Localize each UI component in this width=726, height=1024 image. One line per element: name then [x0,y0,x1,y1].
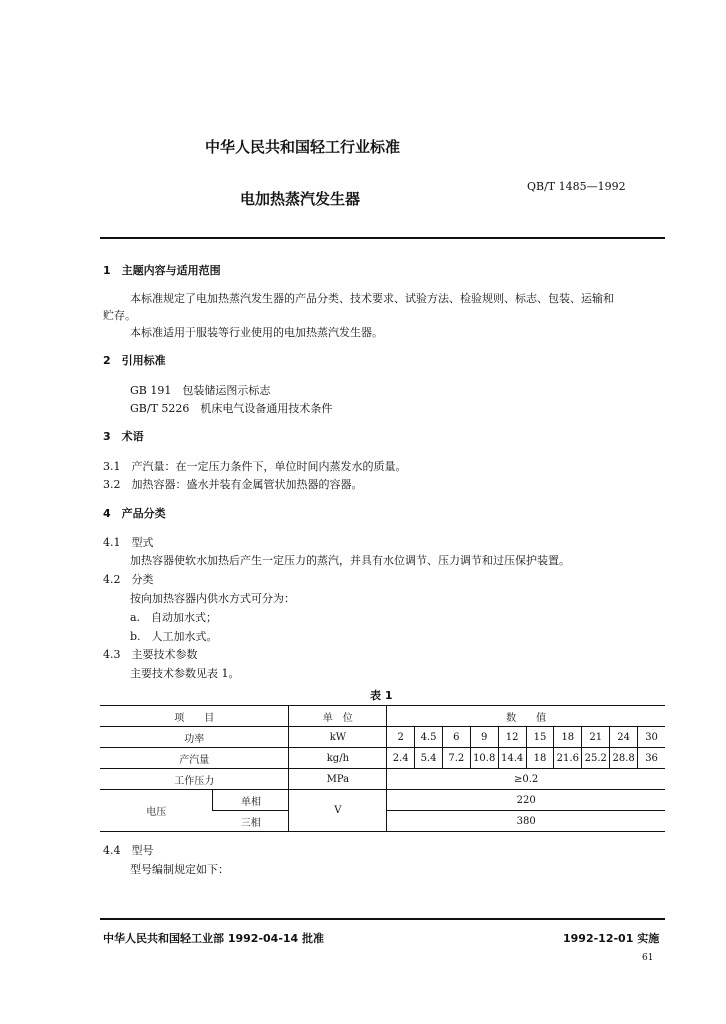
section-heading: 2 引用标准 [103,354,166,367]
table-row [100,769,665,790]
unit-cell: V [289,790,387,832]
value-cell: 36 [638,748,665,769]
subheading: 4.4 型号 [103,844,154,857]
value-cell: 380 [387,811,665,832]
term: 3.1 产汽量：在一定压力条件下，单位时间内蒸发水的质量。 [103,460,407,473]
value-cell: 30 [638,727,665,748]
reference: GB 191 包装储运图示标志 [130,384,271,397]
paragraph: 贮存。 [103,309,136,322]
unit-cell: kg/h [289,748,387,769]
value-cell: 25.2 [582,748,610,769]
header-cell: 数 值 [387,706,665,727]
section-heading: 1 主题内容与适用范围 [103,264,221,277]
value-cell: 12 [498,727,526,748]
value-cell: 10.8 [470,748,498,769]
value-cell: 21.6 [554,748,582,769]
header-cell: 项 目 [100,706,289,727]
paragraph: 本标准适用于服装等行业使用的电加热蒸汽发生器。 [130,326,383,339]
table-row [100,748,665,769]
section-heading: 4 产品分类 [103,507,166,520]
value-cell: 6 [442,727,470,748]
value-cell: 18 [554,727,582,748]
reference: GB/T 5226 机床电气设备通用技术条件 [130,402,333,415]
effective-date: 1992-12-01 实施 [563,932,660,945]
row-label: 电压 [100,790,213,832]
header-rule [100,237,665,239]
row-label: 工作压力 [100,769,289,790]
table-header-row [100,706,665,727]
value-cell: 220 [387,790,665,811]
paragraph: 型号编制规定如下： [130,863,229,876]
sub-label: 三相 [213,811,289,832]
table-caption: 表 1 [370,689,393,702]
subheading: 4.2 分类 [103,573,154,586]
value-cell: 4.5 [415,727,443,748]
value-cell: 9 [470,727,498,748]
list-item: a. 自动加水式； [130,611,218,624]
term: 3.2 加热容器：盛水并装有金属管状加热器的容器。 [103,478,363,491]
value-cell: 2.4 [387,748,415,769]
parameter-table [100,705,665,832]
table-row [100,790,665,811]
value-cell: 7.2 [442,748,470,769]
standard-number: QB/T 1485—1992 [527,180,626,193]
subheading: 4.1 型式 [103,536,154,549]
approval-note: 中华人民共和国轻工业部 1992-04-14 批准 [103,932,325,945]
paragraph: 主要技术参数见表 1。 [130,667,240,680]
value-cell: 2 [387,727,415,748]
header-cell: 单 位 [289,706,387,727]
doc-title: 电加热蒸汽发生器 [240,190,361,208]
sub-label: 单相 [213,790,289,811]
value-cell: 21 [582,727,610,748]
org-title: 中华人民共和国轻工行业标准 [205,138,401,156]
unit-cell: MPa [289,769,387,790]
value-cell: ≥0.2 [387,769,665,790]
value-cell: 14.4 [498,748,526,769]
value-cell: 24 [610,727,638,748]
footer-rule [100,918,665,920]
section-heading: 3 术语 [103,430,144,443]
unit-cell: kW [289,727,387,748]
row-label: 产汽量 [100,748,289,769]
paragraph: 加热容器使软水加热后产生一定压力的蒸汽，并具有水位调节、压力调节和过压保护装置。 [130,554,570,567]
row-label: 功率 [100,727,289,748]
paragraph: 本标准规定了电加热蒸汽发生器的产品分类、技术要求、试验方法、检验规则、标志、包装、运输和 [130,292,614,305]
table-row [100,727,665,748]
value-cell: 18 [526,748,554,769]
list-item: b. 人工加水式。 [130,630,218,643]
value-cell: 5.4 [415,748,443,769]
value-cell: 15 [526,727,554,748]
page-number: 61 [642,953,654,963]
value-cell: 28.8 [610,748,638,769]
subheading: 4.3 主要技术参数 [103,648,198,661]
paragraph: 按向加热容器内供水方式可分为： [130,592,295,605]
